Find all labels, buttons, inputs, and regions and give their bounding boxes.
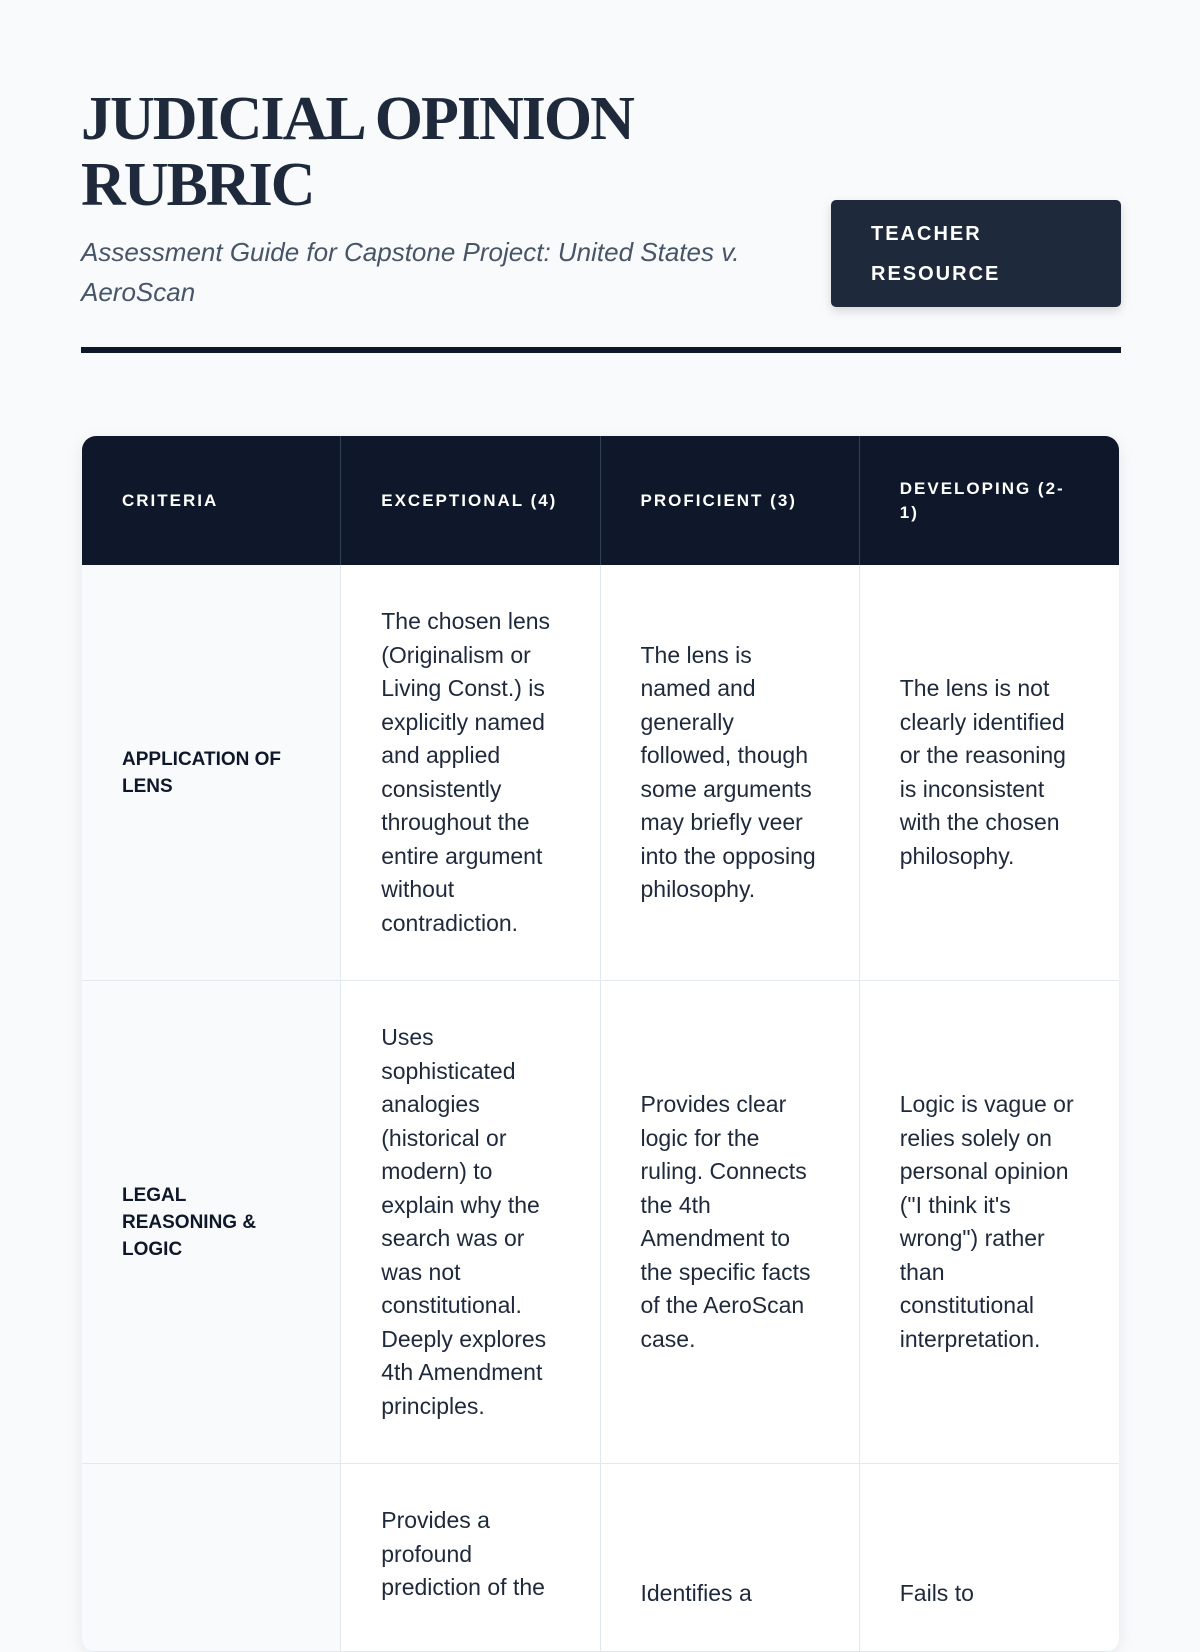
table-row	[82, 981, 1119, 1464]
developing-cell: The lens is not clearly identified or the reasoning is inconsistent with the chosen philosophy.	[860, 565, 1119, 981]
column-header-exceptional: EXCEPTIONAL (4)	[341, 436, 600, 565]
column-header-proficient: PROFICIENT (3)	[601, 436, 860, 565]
header-divider	[81, 347, 1121, 353]
criteria-cell	[82, 1464, 341, 1652]
criteria-cell: APPLICATION OF LENS	[82, 565, 341, 981]
exceptional-cell: The chosen lens (Originalism or Living Const.) is explicitly named and applied consistently throughout the entire argument without contradiction.	[341, 565, 600, 981]
column-header-developing: DEVELOPING (2-1)	[860, 436, 1119, 565]
developing-cell: Fails to	[860, 1464, 1119, 1652]
table-row	[82, 565, 1119, 981]
developing-cell: Logic is vague or relies solely on personal opinion ("I think it's wrong") rather than constitutional interpretation.	[860, 981, 1119, 1464]
criteria-cell: LEGAL REASONING & LOGIC	[82, 981, 341, 1464]
table-row	[82, 1464, 1119, 1652]
proficient-cell: Identifies a	[601, 1464, 860, 1652]
page-subtitle: Assessment Guide for Capstone Project: United States v. AeroScan	[81, 237, 740, 307]
exceptional-cell: Provides a profound prediction of the	[341, 1464, 600, 1652]
proficient-cell: Provides clear logic for the ruling. Connects the 4th Amendment to the specific facts of the AeroScan case.	[601, 981, 860, 1464]
rubric-table	[82, 436, 1119, 1652]
column-header-criteria: CRITERIA	[82, 436, 341, 565]
page-title: JUDICIAL OPINION RUBRIC	[81, 85, 633, 219]
exceptional-cell: Uses sophisticated analogies (historical or modern) to explain why the search was or was not constitutional. Deeply explores 4th Amendment principles.	[341, 981, 600, 1464]
proficient-cell: The lens is named and generally followed, though some arguments may briefly veer into the opposing philosophy.	[601, 565, 860, 981]
page-header	[81, 86, 1121, 312]
teacher-resource-badge: TEACHER RESOURCE	[831, 200, 1121, 307]
table-header-row	[82, 436, 1119, 565]
